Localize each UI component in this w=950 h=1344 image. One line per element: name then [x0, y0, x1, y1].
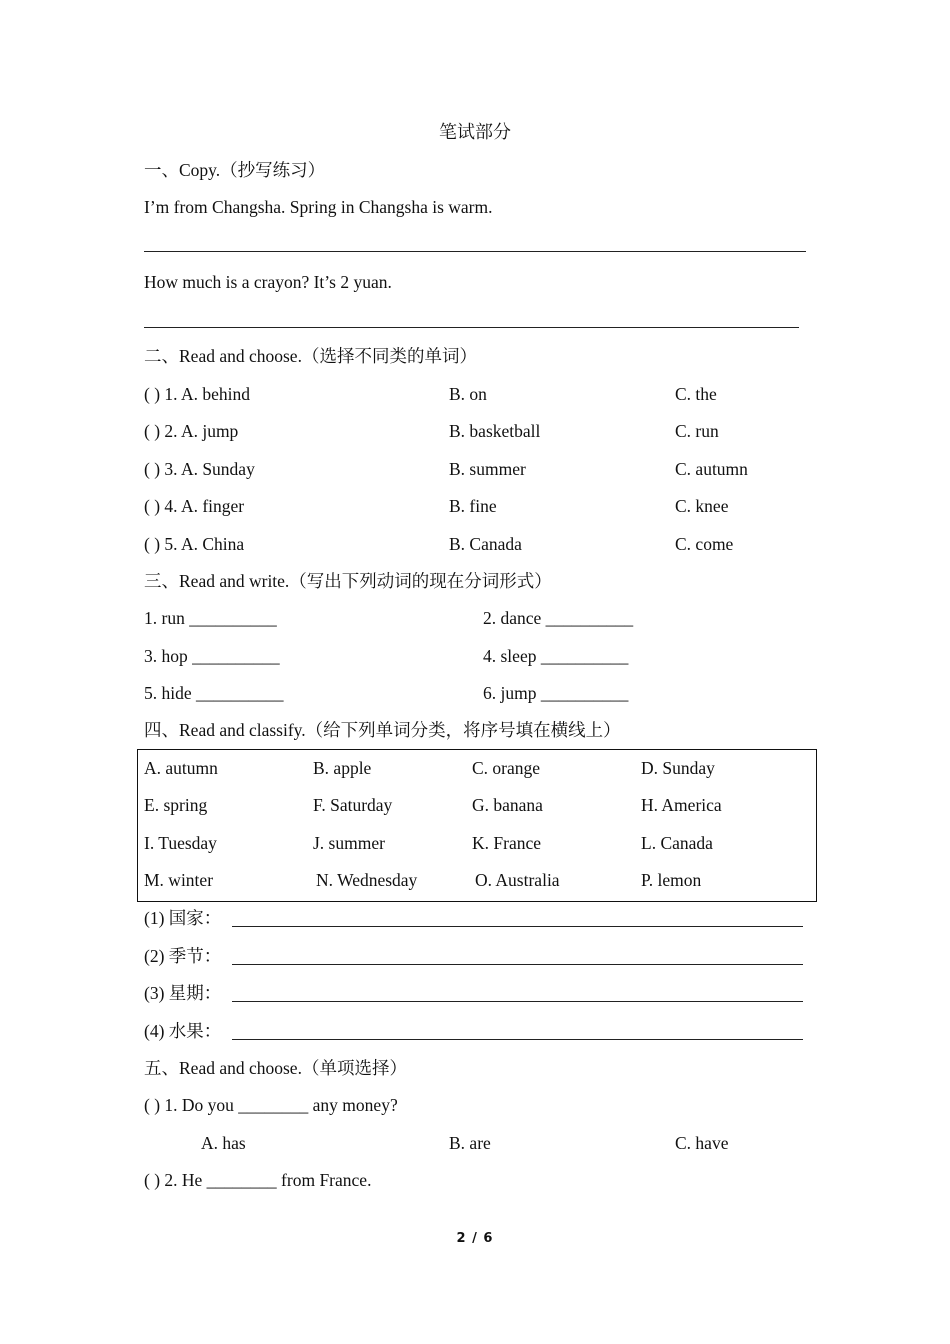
choose-item-3-c: C. autumn: [675, 459, 748, 479]
word-bank-item: P. lemon: [641, 870, 702, 890]
section5-heading: 五、Read and choose.（单项选择）: [144, 1058, 407, 1078]
word-bank-item: B. apple: [313, 758, 372, 778]
category-answer-line-countries[interactable]: [232, 926, 803, 927]
word-bank-item: M. winter: [144, 870, 214, 890]
mc-question-1: ( ) 1. Do you ________ any money?: [144, 1095, 398, 1115]
mc-question-2: ( ) 2. He ________ from France.: [144, 1170, 372, 1190]
category-label-weekdays: (3) 星期：: [144, 983, 222, 1003]
choose-item-4-a: ( ) 4. A. finger: [144, 496, 245, 516]
choose-item-4-c: C. knee: [675, 496, 729, 516]
word-bank-item: N. Wednesday: [316, 870, 418, 890]
word-bank-item: L. Canada: [641, 833, 713, 853]
choose-item-3-a: ( ) 3. A. Sunday: [144, 459, 255, 479]
category-label-fruits: (4) 水果：: [144, 1021, 222, 1041]
category-answer-line-seasons[interactable]: [232, 964, 803, 965]
copy-sentence-2: How much is a crayon? It’s 2 yuan.: [144, 272, 392, 292]
choose-item-4-b: B. fine: [449, 496, 497, 516]
write-item-3: 3. hop __________: [144, 646, 280, 666]
write-item-5: 5. hide __________: [144, 683, 284, 703]
choose-item-1-b: B. on: [449, 384, 487, 404]
word-bank-item: D. Sunday: [641, 758, 715, 778]
copy-answer-line-2[interactable]: [144, 327, 799, 328]
category-label-countries: (1) 国家：: [144, 908, 222, 928]
section1-heading: 一、Copy.（抄写练习）: [144, 160, 326, 180]
write-item-2: 2. dance __________: [483, 608, 634, 628]
page-title: 笔试部分: [439, 122, 511, 142]
section2-heading: 二、Read and choose.（选择不同类的单词）: [144, 346, 477, 366]
write-item-1: 1. run __________: [144, 608, 277, 628]
category-label-seasons: (2) 季节：: [144, 946, 222, 966]
word-bank-item: A. autumn: [144, 758, 218, 778]
choose-item-1-a: ( ) 1. A. behind: [144, 384, 250, 404]
word-bank-item: F. Saturday: [313, 795, 393, 815]
category-answer-line-fruits[interactable]: [232, 1039, 803, 1040]
choose-item-2-a: ( ) 2. A. jump: [144, 421, 239, 441]
word-bank-item: H. America: [641, 795, 722, 815]
word-bank-item: G. banana: [472, 795, 543, 815]
copy-sentence-1: I’m from Changsha. Spring in Changsha is warm.: [144, 197, 493, 217]
word-bank-item: O. Australia: [475, 870, 560, 890]
choose-item-1-c: C. the: [675, 384, 717, 404]
mc-q1-option-c: C. have: [675, 1133, 729, 1153]
mc-q1-option-a: A. has: [201, 1133, 246, 1153]
word-bank-item: K. France: [472, 833, 542, 853]
choose-item-5-b: B. Canada: [449, 534, 522, 554]
choose-item-3-b: B. summer: [449, 459, 526, 479]
word-bank-item: E. spring: [144, 795, 208, 815]
choose-item-5-c: C. come: [675, 534, 734, 554]
copy-answer-line-1[interactable]: [144, 251, 806, 252]
section4-heading: 四、Read and classify.（给下列单词分类，将序号填在横线上）: [144, 720, 621, 740]
page-number: 2 / 6: [456, 1231, 494, 1246]
word-bank-item: C. orange: [472, 758, 541, 778]
word-bank-item: I. Tuesday: [144, 833, 217, 853]
word-bank-item: J. summer: [313, 833, 385, 853]
write-item-6: 6. jump __________: [483, 683, 629, 703]
section3-heading: 三、Read and write.（写出下列动词的现在分词形式）: [144, 571, 552, 591]
choose-item-5-a: ( ) 5. A. China: [144, 534, 245, 554]
choose-item-2-c: C. run: [675, 421, 719, 441]
choose-item-2-b: B. basketball: [449, 421, 541, 441]
category-answer-line-weekdays[interactable]: [232, 1001, 803, 1002]
mc-q1-option-b: B. are: [449, 1133, 491, 1153]
write-item-4: 4. sleep __________: [483, 646, 629, 666]
